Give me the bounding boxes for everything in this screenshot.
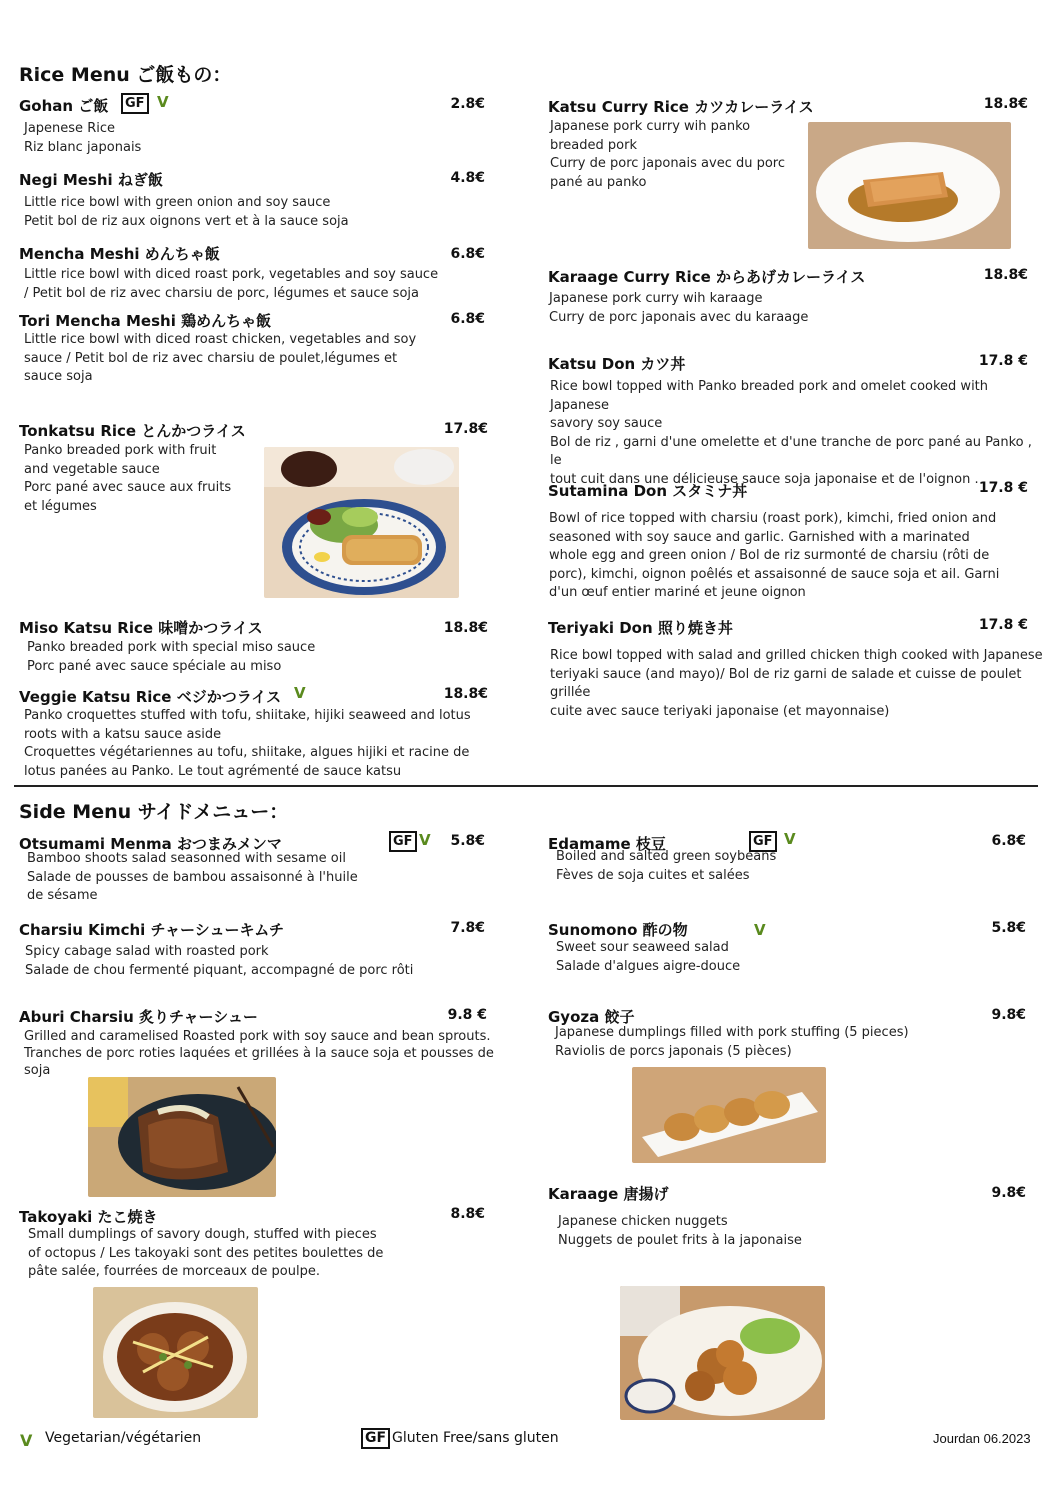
item-miso-katsu-rice-price: 18.8€: [443, 620, 488, 636]
item-katsu-curry-rice-name: Katsu Curry Rice カツカレーライス: [548, 98, 814, 116]
item-edamame-name: Edamame 枝豆: [548, 835, 666, 853]
item-takoyaki-name: Takoyaki たこ焼き: [19, 1208, 158, 1226]
gluten-free-badge: GF: [389, 831, 417, 852]
item-veggie-katsu-rice-description: Panko croquettes stuffed with tofu, shiitake, hijiki seaweed and lotus roots with a katsu sauce aside Croquettes végétariennes au tofu, shiitake, algues hijiki et racine de lotus panées au Panko. Le tout agrémenté de sauce katsu: [24, 708, 471, 779]
item-katsu-curry-rice-description: Japanese pork curry wih panko breaded pork Curry de porc japonais avec du porc pané au panko: [550, 119, 786, 190]
vegetarian-icon: V: [784, 830, 796, 848]
item-tonkatsu-rice-name: Tonkatsu Rice とんかつライス: [19, 422, 246, 440]
item-gyoza-price: 9.8€: [991, 1007, 1026, 1023]
gluten-free-badge: GF: [121, 93, 149, 114]
gluten-free-badge: GF: [361, 1428, 390, 1449]
item-gyoza-name: Gyoza 餃子: [548, 1008, 635, 1026]
item-tori-mencha-meshi-name: Tori Mencha Meshi 鶏めんちゃ飯: [19, 312, 272, 330]
item-karaage-curry-rice-description: Japanese pork curry wih karaage Curry de porc japonais avec du karaage: [549, 291, 809, 325]
item-tonkatsu-rice-description: Panko breaded pork with fruit and vegetable sauce Porc pané avec sauce aux fruits et légumes: [24, 443, 232, 514]
section-divider: [14, 785, 1038, 787]
item-veggie-katsu-rice-name: Veggie Katsu Rice ベジかつライス: [19, 688, 282, 706]
item-gohan-price: 2.8€: [450, 96, 485, 112]
side-menu-title: Side Menu サイドメニュー：: [19, 801, 289, 823]
karaage-photo: [620, 1286, 825, 1420]
item-takoyaki-description: Small dumplings of savory dough, stuffed with pieces of octopus / Les takoyaki sont des petites boulettes de pâte salée, fourrées de morceaux de poulpe.: [28, 1227, 384, 1279]
item-sutamina-don-name: Sutamina Don スタミナ丼: [548, 482, 748, 500]
item-aburi-charsiu-description: Grilled and caramelised Roasted pork with soy sauce and bean sprouts. Tranches de porc roties laquées et grillées à la sauce soja et pousses de soja: [24, 1029, 494, 1078]
menu-edition-date: Jourdan 06.2023: [933, 1431, 1031, 1446]
item-charsiu-kimchi-description: Spicy cabage salad with roasted pork Salade de chou fermenté piquant, accompagné de porc rôti: [25, 944, 414, 978]
item-miso-katsu-rice-description: Panko breaded pork with special miso sauce Porc pané avec sauce spéciale au miso: [27, 640, 316, 674]
vegetarian-icon: V: [294, 684, 306, 702]
item-tori-mencha-meshi-price: 6.8€: [450, 311, 485, 327]
vegetarian-icon: V: [754, 921, 766, 939]
rice-menu-title: Rice Menu ご飯もの：: [19, 64, 232, 86]
item-otsumami-menma-description: Bamboo shoots salad seasonned with sesame oil Salade de pousses de bambou assaisonné à l'huile de sésame: [27, 851, 358, 903]
item-miso-katsu-rice-name: Miso Katsu Rice 味噌かつライス: [19, 619, 263, 637]
item-mencha-meshi-name: Mencha Meshi めんちゃ飯: [19, 245, 220, 263]
item-katsu-don-price: 17.8 €: [978, 353, 1028, 369]
gyoza-photo: [632, 1067, 826, 1163]
item-charsiu-kimchi-name: Charsiu Kimchi チャーシューキムチ: [19, 921, 285, 939]
item-tori-mencha-meshi-description: Little rice bowl with diced roast chicken, vegetables and soy sauce / Petit bol de riz avec charsiu de poulet,légumes et sauce soja: [24, 332, 417, 384]
item-negi-meshi-price: 4.8€: [450, 170, 485, 186]
vegetarian-icon: V: [20, 1431, 33, 1450]
item-sunomono-name: Sunomono 酢の物: [548, 921, 688, 939]
item-karaage-description: Japanese chicken nuggets Nuggets de poulet frits à la japonaise: [558, 1214, 802, 1248]
item-sutamina-don-description: Bowl of rice topped with charsiu (roast pork), kimchi, fried onion and seasoned with soy sauce and garlic. Garnished with a marinated whole egg and green onion / Bol de riz surmonté de charsiu (rôti de porc), kimchi, oignon poêlés et assaisonné de sauce soja et ail. Garni d'un œuf entier mariné et jeune oignon: [549, 511, 1000, 600]
item-karaage-curry-rice-name: Karaage Curry Rice からあげカレーライス: [548, 268, 866, 286]
item-karaage-name: Karaage 唐揚げ: [548, 1185, 669, 1203]
item-otsumami-menma-price: 5.8€: [450, 833, 485, 849]
item-mencha-meshi-price: 6.8€: [450, 246, 485, 262]
item-aburi-charsiu-name: Aburi Charsiu 炙りチャーシュー: [19, 1008, 258, 1026]
item-karaage-curry-rice-price: 18.8€: [983, 267, 1028, 283]
legend-gluten-free-label: Gluten Free/sans gluten: [392, 1430, 559, 1446]
item-sunomono-price: 5.8€: [991, 920, 1026, 936]
item-katsu-curry-rice-price: 18.8€: [983, 96, 1028, 112]
item-katsu-don-name: Katsu Don カツ丼: [548, 355, 686, 373]
vegetarian-icon: V: [419, 831, 431, 849]
item-charsiu-kimchi-price: 7.8€: [450, 920, 485, 936]
item-karaage-price: 9.8€: [991, 1185, 1026, 1201]
takoyaki-photo: [93, 1287, 258, 1418]
aburi-charsiu-photo: [88, 1077, 276, 1197]
item-tonkatsu-rice-price: 17.8€: [443, 421, 488, 437]
item-gohan-description: Japenese Rice Riz blanc japonais: [24, 121, 142, 155]
item-mencha-meshi-description: Little rice bowl with diced roast pork, vegetables and soy sauce / Petit bol de riz avec charsiu de porc, légumes et sauce soja: [24, 267, 439, 301]
item-gohan-name: Gohan ご飯: [19, 97, 109, 115]
item-teriyaki-don-description: Rice bowl topped with salad and grilled chicken thigh cooked with Japanese teriyaki sauce (and mayo)/ Bol de riz garni de salade et cuisse de poulet grillée cuite avec sauce teriyaki japonaise (et mayonnaise): [550, 648, 1043, 719]
item-katsu-don-description: Rice bowl topped with Panko breaded pork and omelet cooked with Japanese savory soy sauce Bol de riz , garni d'une omelette et d'une tranche de porc pané au Panko , le tout cuit dans une délicieuse sauce soja japonaise et de l'oignon .: [550, 379, 1032, 487]
tonkatsu-rice-photo: [264, 447, 459, 598]
item-otsumami-menma-name: Otsumami Menma おつまみメンマ: [19, 835, 282, 853]
item-veggie-katsu-rice-price: 18.8€: [443, 686, 488, 702]
item-aburi-charsiu-price: 9.8 €: [447, 1007, 487, 1023]
gluten-free-badge: GF: [749, 831, 777, 852]
item-negi-meshi-description: Little rice bowl with green onion and soy sauce Petit bol de riz aux oignons vert et à la sauce soja: [24, 195, 349, 229]
vegetarian-icon: V: [157, 93, 169, 111]
katsu-curry-rice-photo: [808, 122, 1011, 249]
item-negi-meshi-name: Negi Meshi ねぎ飯: [19, 171, 163, 189]
item-edamame-description: Boiled and salted green soybeans Fèves de soja cuites et salées: [556, 849, 777, 883]
item-sutamina-don-price: 17.8 €: [978, 480, 1028, 496]
legend-vegetarian-label: Vegetarian/végétarien: [45, 1430, 202, 1446]
item-edamame-price: 6.8€: [991, 833, 1026, 849]
item-takoyaki-price: 8.8€: [450, 1206, 485, 1222]
item-teriyaki-don-price: 17.8 €: [978, 617, 1028, 633]
item-sunomono-description: Sweet sour seaweed salad Salade d'algues aigre-douce: [556, 940, 741, 974]
item-gyoza-description: Japanese dumplings filled with pork stuffing (5 pieces) Raviolis de porcs japonais (5 pièces): [555, 1025, 909, 1059]
item-teriyaki-don-name: Teriyaki Don 照り焼き丼: [548, 619, 733, 637]
